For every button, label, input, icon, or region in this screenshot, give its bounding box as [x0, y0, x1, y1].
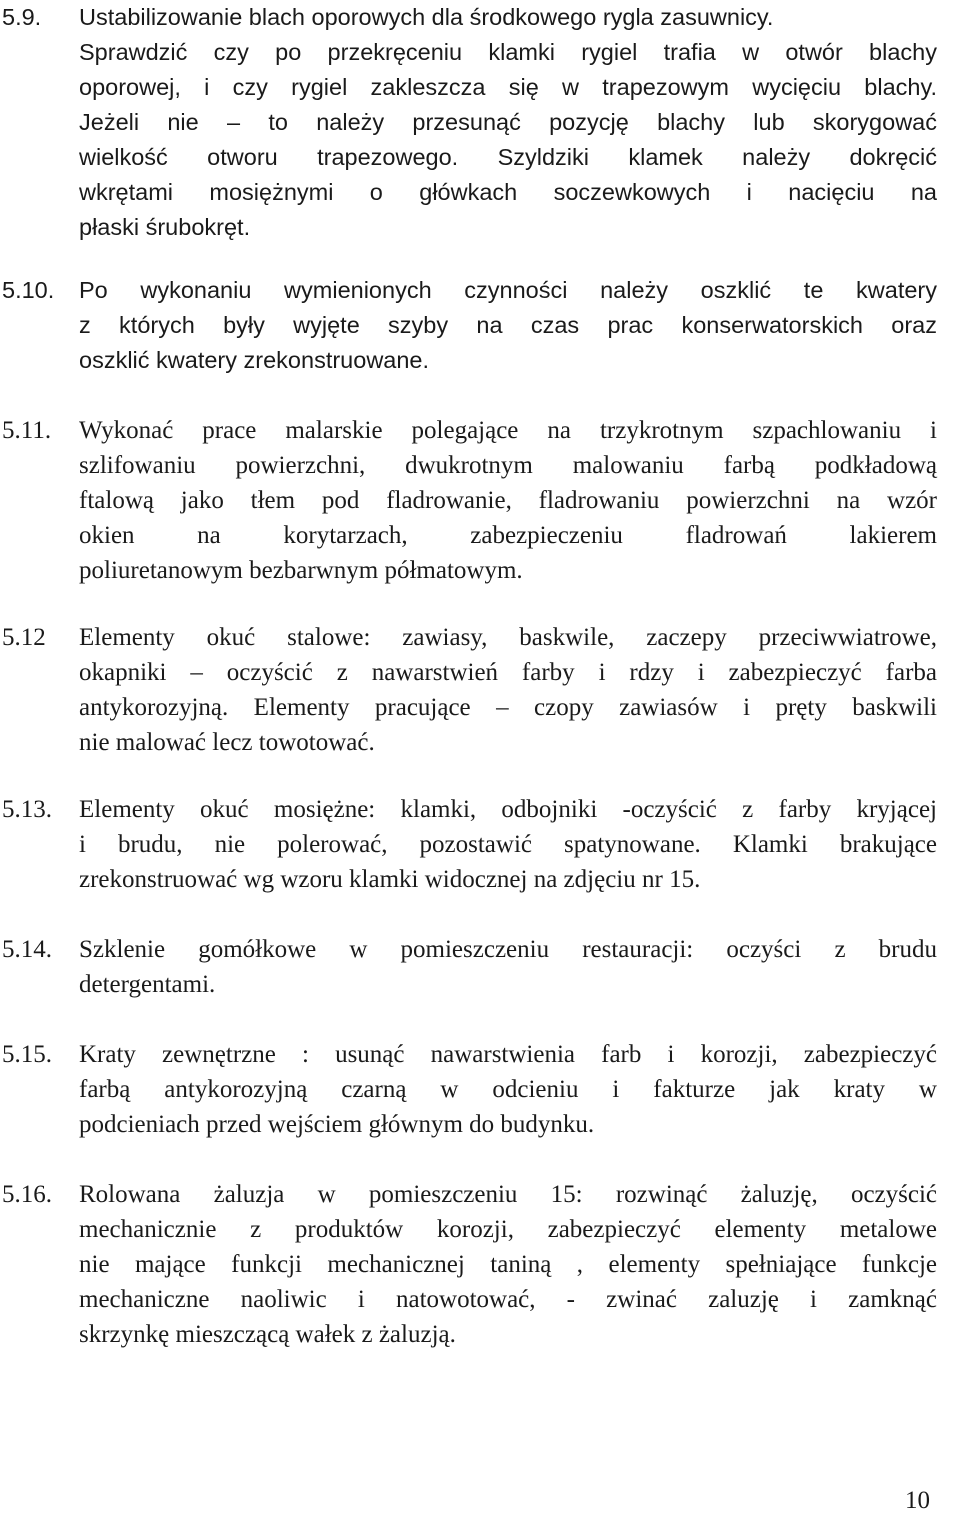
section-number: 5.12 [2, 624, 46, 651]
section-text-line: ftalową jako tłem pod fladrowanie, fladrowaniu powierzchni na wzór [79, 487, 937, 514]
section-number: 5.11. [2, 417, 52, 444]
section-text-line: wkrętami mosiężnymi o główkach soczewkowych i nacięciu na [79, 179, 937, 205]
page-number: 10 [905, 1487, 930, 1514]
section-text-line: Kraty zewnętrzne : usunąć nawarstwienia farb i korozji, zabezpieczyć [79, 1041, 937, 1068]
section-text-line: okien na korytarzach, zabezpieczeniu fladrowań lakierem [79, 522, 937, 549]
section-text-line: poliuretanowym bezbarwnym półmatowym. [79, 557, 523, 584]
section-6 [0, 1037, 960, 1142]
section-number: 5.14. [2, 936, 52, 963]
section-text-line: podcieniach przed wejściem głównym do budynku. [79, 1111, 595, 1138]
section-text-line: z których były wyjęte szyby na czas prac konserwatorskich oraz [79, 312, 937, 338]
section-text-line: nie malować lecz towotować. [79, 729, 375, 756]
section-number: 5.13. [2, 796, 52, 823]
section-text-line: detergentami. [79, 971, 216, 998]
section-number: 5.16. [2, 1181, 52, 1208]
section-text-line: szlifowaniu powierzchni, dwukrotnym malowaniu farbą podkładową [79, 452, 937, 479]
section-text-line: mechanicznie z produktów korozji, zabezpieczyć elementy metalowe [79, 1216, 937, 1243]
section-text-line: zrekonstruować wg wzoru klamki widocznej na zdjęciu nr 15. [79, 866, 701, 893]
section-text-line: okapniki – oczyścić z nawarstwień farby i rdzy i zabezpieczyć farba [79, 659, 937, 686]
section-text-line: farbą antykorozyjną czarną w odcieniu i fakturze jak kraty w [79, 1076, 937, 1103]
section-text-line: oszklić kwatery zrekonstruowane. [79, 347, 430, 373]
section-text-line: Elementy okuć mosiężne: klamki, odbojniki -oczyścić z farby kryjącej [79, 796, 937, 823]
section-text-line: Elementy okuć stalowe: zawiasy, baskwile, zaczepy przeciwwiatrowe, [79, 624, 937, 651]
section-text-line: Wykonać prace malarskie polegające na trzykrotnym szpachlowaniu i [79, 417, 937, 444]
section-1 [0, 273, 960, 378]
section-text-line: i brudu, nie polerować, pozostawić spatynowane. Klamki brakujące [79, 831, 937, 858]
section-text-line: nie mające funkcji mechanicznej taniną , elementy spełniające funkcje [79, 1251, 937, 1278]
section-number: 5.9. [2, 4, 42, 30]
section-5 [0, 932, 960, 1002]
section-7 [0, 1177, 960, 1352]
section-3 [0, 620, 960, 760]
section-text-line: wielkość otworu trapezowego. Szyldziki klamek należy dokręcić [79, 144, 937, 170]
section-text-line: Ustabilizowanie blach oporowych dla środkowego rygla zasuwnicy. [79, 4, 774, 30]
section-text-line: antykorozyjną. Elementy pracujące – czopy zawiasów i pręty baskwili [79, 694, 937, 721]
section-text-line: płaski śrubokręt. [79, 214, 251, 240]
section-4 [0, 792, 960, 897]
section-text-line: Jeżeli nie – to należy przesunąć pozycję blachy lub skorygować [79, 109, 937, 135]
section-text-line: oporowej, i czy rygiel zakleszcza się w trapezowym wycięciu blachy. [79, 74, 937, 100]
section-text-line: mechaniczne naoliwic i natowotować, - zwinać zaluzję i zamknąć [79, 1286, 937, 1313]
section-2 [0, 413, 960, 588]
section-text-line: Po wykonaniu wymienionych czynności należy oszklić te kwatery [79, 277, 937, 303]
section-text-line: Szklenie gomółkowe w pomieszczeniu restauracji: oczyści z brudu [79, 936, 937, 963]
section-number: 5.10. [2, 277, 55, 303]
section-0 [0, 0, 960, 245]
section-text-line: skrzynkę mieszczącą wałek z żaluzją. [79, 1321, 456, 1348]
section-text-line: Rolowana żaluzja w pomieszczeniu 15: rozwinąć żaluzję, oczyścić [79, 1181, 937, 1208]
section-number: 5.15. [2, 1041, 52, 1068]
section-text-line: Sprawdzić czy po przekręceniu klamki rygiel trafia w otwór blachy [79, 39, 937, 65]
